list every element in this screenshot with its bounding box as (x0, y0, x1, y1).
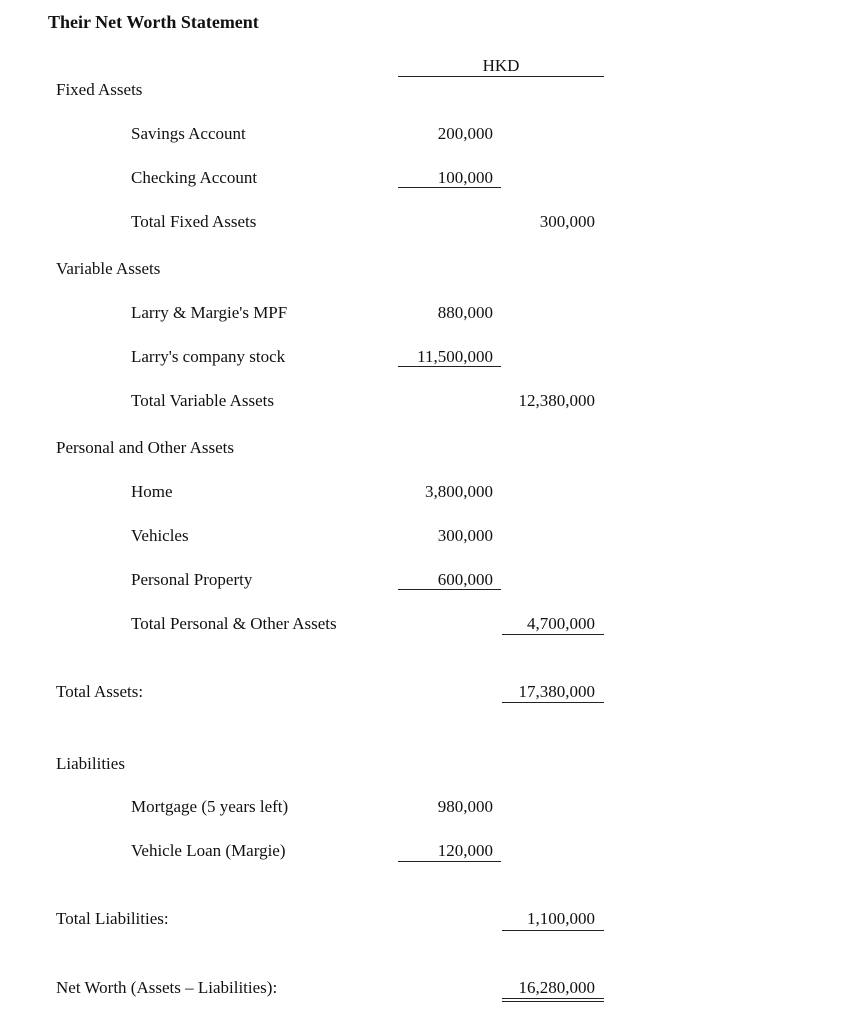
personal-subtotal-rule (398, 589, 501, 590)
variable-subtotal-rule (398, 366, 501, 367)
net-worth-value: 16,280,000 (518, 978, 595, 997)
vehicle-loan-label: Vehicle Loan (Margie) (131, 841, 286, 860)
vehicles-value: 300,000 (437, 526, 493, 545)
fixed-assets-heading: Fixed Assets (56, 80, 143, 99)
home-value: 3,800,000 (425, 482, 493, 501)
total-fixed-assets-label: Total Fixed Assets (131, 212, 257, 231)
personal-assets-heading: Personal and Other Assets (56, 438, 235, 457)
net-worth-rule-top (502, 998, 604, 999)
total-assets-label: Total Assets: (56, 682, 144, 701)
currency-header-rule (398, 76, 604, 77)
total-personal-assets-label: Total Personal & Other Assets (131, 614, 337, 633)
total-assets-rule (502, 702, 604, 703)
personal-property-label: Personal Property (131, 570, 253, 589)
net-worth-rule-bottom (502, 1001, 604, 1002)
company-stock-value: 11,500,000 (417, 347, 493, 366)
personal-property-value: 600,000 (437, 570, 493, 589)
liabilities-heading: Liabilities (56, 754, 125, 773)
net-worth-label: Net Worth (Assets – Liabilities): (56, 978, 278, 997)
fixed-subtotal-rule (398, 187, 501, 188)
savings-account-value: 200,000 (437, 124, 493, 143)
total-assets-value: 17,380,000 (518, 682, 595, 701)
vehicle-loan-value: 120,000 (437, 841, 493, 860)
variable-assets-heading: Variable Assets (56, 259, 161, 278)
mortgage-label: Mortgage (5 years left) (131, 797, 289, 816)
assets-total-rule (502, 634, 604, 635)
liabilities-subtotal-rule (398, 861, 501, 862)
vehicles-label: Vehicles (131, 526, 189, 545)
total-personal-assets-value: 4,700,000 (527, 614, 595, 633)
total-liabilities-value: 1,100,000 (527, 909, 595, 928)
mortgage-value: 980,000 (437, 797, 493, 816)
company-stock-label: Larry's company stock (131, 347, 286, 366)
statement-title: Their Net Worth Statement (48, 12, 259, 32)
total-variable-assets-label: Total Variable Assets (131, 391, 274, 410)
mpf-label: Larry & Margie's MPF (131, 303, 288, 322)
total-fixed-assets-value: 300,000 (539, 212, 595, 231)
mpf-value: 880,000 (437, 303, 493, 322)
checking-account-label: Checking Account (131, 168, 258, 187)
savings-account-label: Savings Account (131, 124, 246, 143)
home-label: Home (131, 482, 173, 501)
total-liabilities-rule (502, 930, 604, 931)
checking-account-value: 100,000 (437, 168, 493, 187)
total-liabilities-label: Total Liabilities: (56, 909, 169, 928)
currency-header: HKD (482, 56, 520, 75)
total-variable-assets-value: 12,380,000 (518, 391, 595, 410)
